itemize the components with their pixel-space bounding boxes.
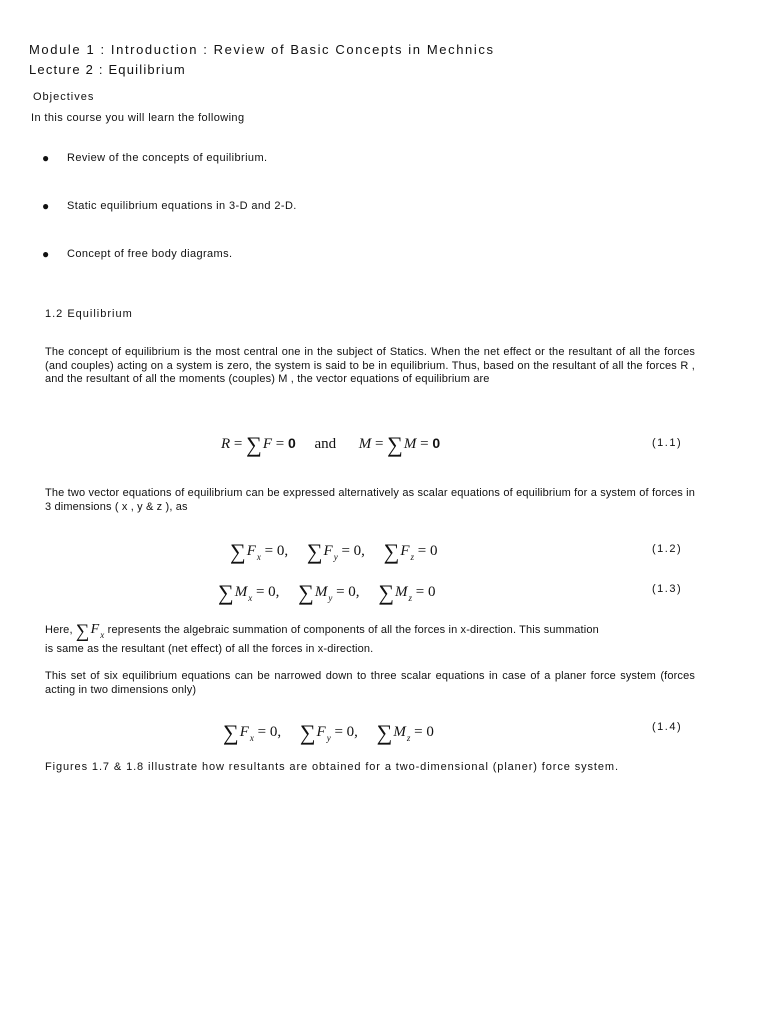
inline-sum-fx: $\sum F_x$: [75, 621, 105, 642]
paragraph-3: [45, 621, 695, 642]
equation-number: (1.4): [652, 721, 683, 733]
list-item: Review of the concepts of equilibrium.: [67, 152, 268, 164]
equation-number: (1.1): [652, 437, 683, 449]
paragraph-3-start: Here,: [45, 624, 73, 636]
bullet-icon: ●: [42, 199, 50, 213]
paragraph-4: This set of six equilibrium equations can be narrowed down to three scalar equations in case of a planer force system (forces acting in two dimensions only): [45, 670, 695, 696]
paragraph-3-end: represents the algebraic summation of components of all the forces in x-direction. This summation: [107, 624, 599, 636]
paragraph-1: The concept of equilibrium is the most central one in the subject of Statics. When the net effect or the resultant of all the forces (and couples) acting on a system is zero, the system is said to be in equilibrium. Thus, based on the resultant of all the forces R , and the resultant of all the moments (couples) M , the vector equations of equilibrium are: [45, 346, 695, 385]
objectives-heading: Objectives: [33, 91, 95, 103]
equation-number: (1.3): [652, 583, 683, 595]
list-item: Static equilibrium equations in 3-D and 2-D.: [67, 200, 297, 212]
equation-1-2: $\sum F_x = 0$, $\sum F_y = 0$, $\sum F_z = 0$: [230, 539, 438, 564]
objectives-intro: In this course you will learn the following: [31, 112, 245, 124]
bullet-icon: ●: [42, 151, 50, 165]
module-title: Module 1 : Introduction : Review of Basic Concepts in Mechnics: [29, 42, 495, 57]
paragraph-5: Figures 1.7 & 1.8 illustrate how resultants are obtained for a two-dimensional (planer) force system.: [45, 761, 619, 773]
lecture-title: Lecture 2 : Equilibrium: [29, 62, 186, 77]
bullet-icon: ●: [42, 247, 50, 261]
equation-number: (1.2): [652, 543, 683, 555]
section-title: 1.2 Equilibrium: [45, 308, 133, 320]
paragraph-2: The two vector equations of equilibrium can be expressed alternatively as scalar equations of equilibrium for a system of forces in 3 dimensions ( x , y & z ), as: [45, 487, 695, 513]
equation-1-3: $\sum M_x = 0$, $\sum M_y = 0$, $\sum M_z = 0$: [218, 580, 436, 605]
equation-1-1: R = ∑F = 0 and M = ∑M = 0: [221, 432, 441, 457]
equation-1-4: $\sum F_x = 0$, $\sum F_y = 0$, $\sum M_z = 0$: [223, 720, 434, 745]
paragraph-3-line-2: is same as the resultant (net effect) of all the forces in x-direction.: [45, 643, 374, 655]
list-item: Concept of free body diagrams.: [67, 248, 233, 260]
